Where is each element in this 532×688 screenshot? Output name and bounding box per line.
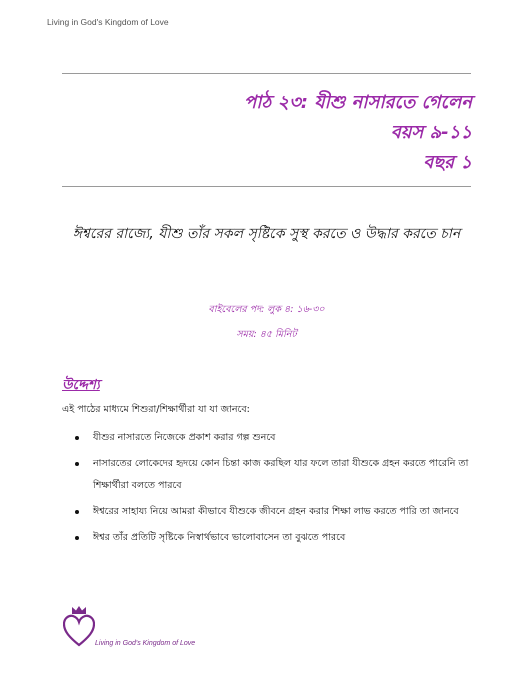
- list-item: [62, 453, 472, 497]
- top-divider: [62, 73, 471, 74]
- footer-text: Living in God's Kingdom of Love: [95, 640, 196, 647]
- bullet-icon: [75, 510, 79, 514]
- bullet-icon: [75, 536, 79, 540]
- objectives-heading: উদ্দেশ্য: [62, 377, 100, 393]
- objective-text: ঈশ্বর তাঁর প্রতিটি সৃষ্টিকে নিস্বার্থভাবে ভালোবাসেন তা বুঝতে পারবে: [93, 532, 346, 543]
- bullet-icon: [75, 462, 79, 466]
- page-header: Living in God's Kingdom of Love: [47, 17, 169, 27]
- objective-text: ঈশ্বরের সাহায্য নিয়ে আমরা কীভাবে যীশুকে জীবনে গ্রহন করার শিক্ষা লাভ করতে পারি তা জানবে: [93, 506, 459, 517]
- lesson-title-block: [244, 88, 472, 178]
- list-item: [62, 501, 472, 523]
- duration: সময়: ৪৫ মিনিট: [236, 329, 297, 340]
- objective-text: নাসারতের লোকেদের হৃদয়ে কোন চিন্তা কাজ করছিল যার ফলে তারা যীশুকে গ্রহন করতে পারেনি তা শিক্ষার্থীরা বলতে পারবে: [93, 458, 469, 491]
- lesson-title: পাঠ ২৩: যীশু নাসারতে গেলেন: [244, 92, 472, 113]
- bible-reference: বাইবেলের পদ: লুক ৪: ১৬-৩০: [208, 304, 325, 315]
- crown-heart-icon: [63, 605, 95, 647]
- objectives-list: [62, 427, 472, 553]
- objective-text: যীশুর নাসারতে নিজেকে প্রকাশ করার গল্প শুনবে: [93, 432, 276, 443]
- age-range: বয়স ৯-১১: [390, 122, 472, 143]
- list-item: [62, 527, 472, 549]
- bullet-icon: [75, 436, 79, 440]
- objectives-intro: এই পাঠের মাধ্যমে শিশুরা/শিক্ষার্থীরা যা যা জানবে:: [62, 404, 250, 415]
- theme-statement: ঈশ্বরের রাজ্যে, যীশু তাঁর সকল সৃষ্টিকে সুস্থ করতে ও উদ্ধার করতে চান: [72, 226, 461, 242]
- list-item: [62, 427, 472, 449]
- year-label: বছর ১: [423, 152, 472, 173]
- bottom-divider: [62, 186, 471, 187]
